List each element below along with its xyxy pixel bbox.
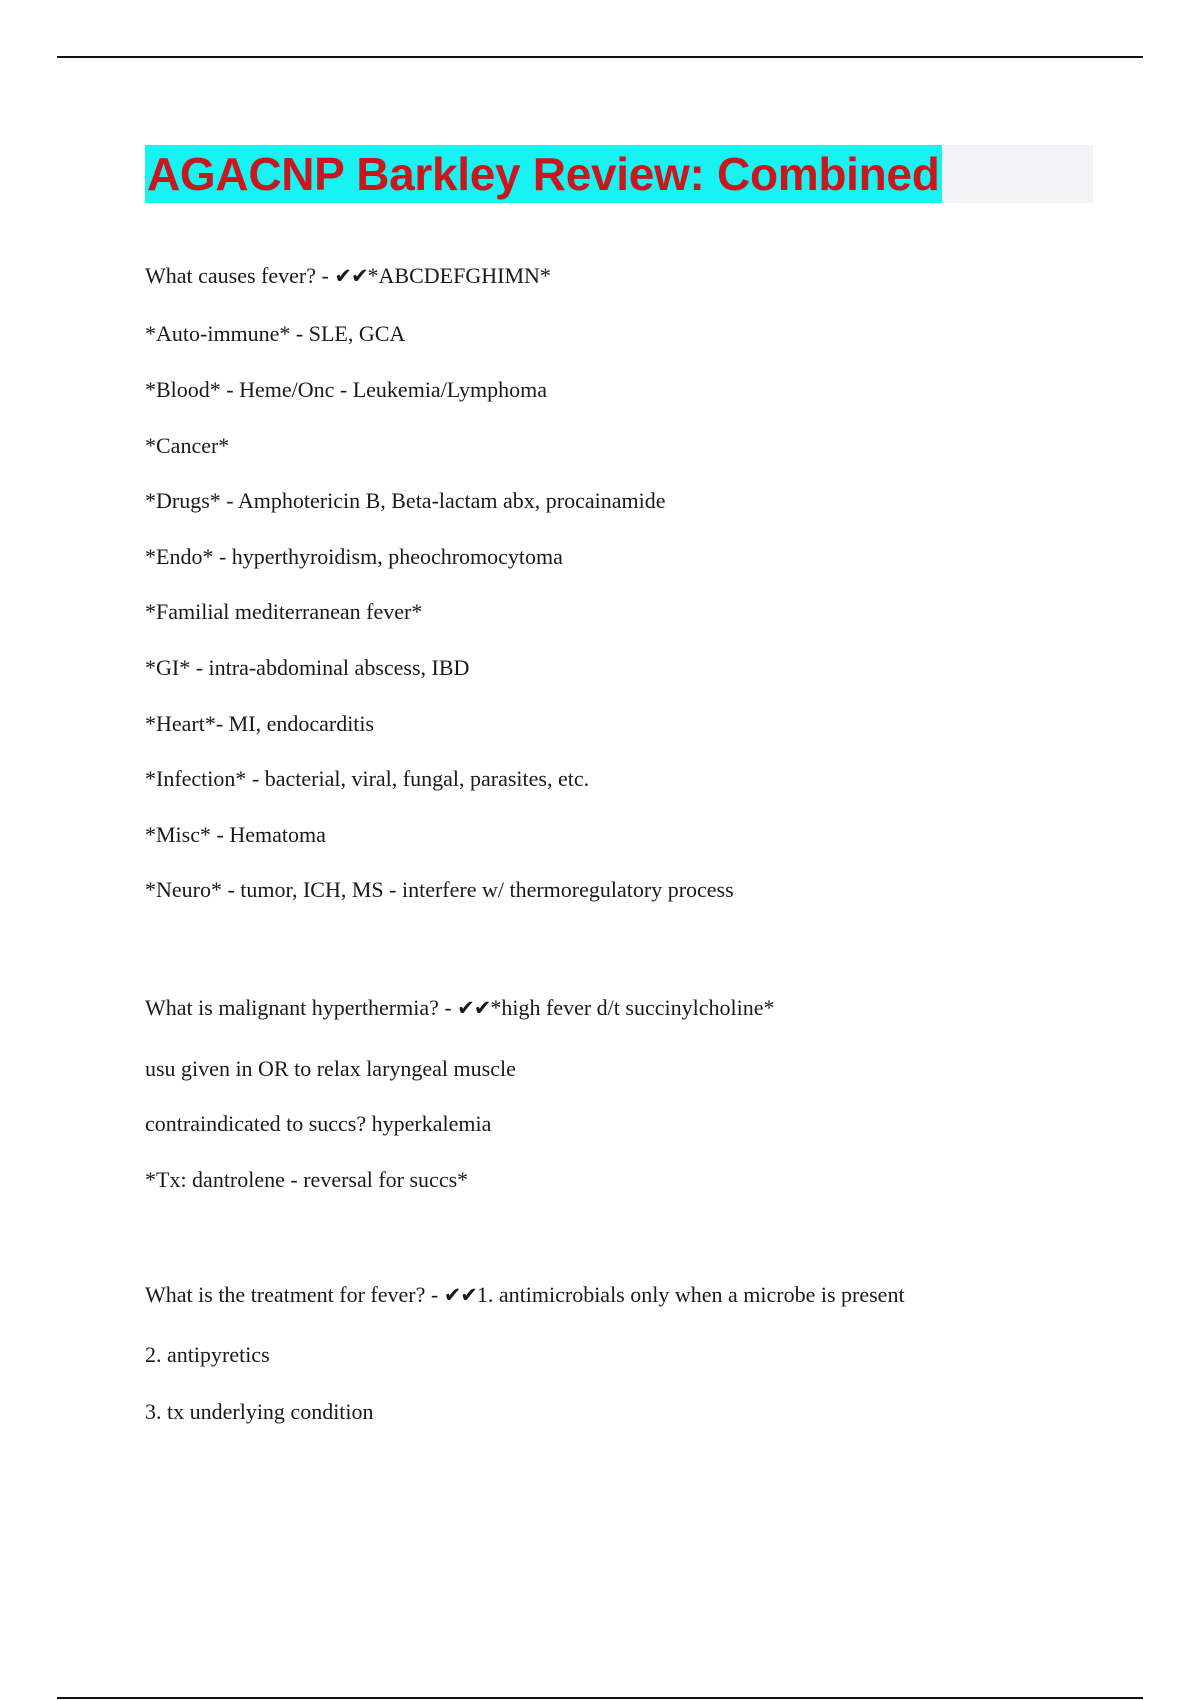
qa-item-fever-treatment [145, 1282, 905, 1308]
detail-line: *Familial mediterranean fever* [145, 599, 423, 624]
check-mark-icon: ✔✔ [334, 264, 368, 288]
check-mark-icon: ✔✔ [457, 996, 491, 1020]
detail-line: *Infection* - bacterial, viral, fungal, parasites, etc. [145, 766, 590, 791]
detail-line: *GI* - intra-abdominal abscess, IBD [145, 655, 470, 680]
detail-line: 2. antipyretics [145, 1342, 270, 1367]
detail-line: usu given in OR to relax laryngeal muscle [145, 1056, 516, 1081]
qa-item-fever-causes [145, 263, 551, 289]
detail-line: *Heart*- MI, endocarditis [145, 711, 375, 736]
detail-line: *Tx: dantrolene - reversal for succs* [145, 1167, 469, 1192]
detail-line: contraindicated to succs? hyperkalemia [145, 1111, 492, 1136]
answer-text: 1. antimicrobials only when a microbe is present [476, 1282, 905, 1307]
check-mark-icon: ✔✔ [443, 1283, 477, 1307]
detail-line: *Auto-immune* - SLE, GCA [145, 321, 406, 346]
detail-line: 3. tx underlying condition [145, 1399, 374, 1424]
answer-text: *ABCDEFGHIMN* [367, 263, 551, 288]
detail-line: *Neuro* - tumor, ICH, MS - interfere w/ thermoregulatory process [145, 877, 734, 902]
detail-line: *Endo* - hyperthyroidism, pheochromocytoma [145, 544, 563, 569]
detail-line: *Cancer* [145, 433, 230, 458]
document-title: AGACNP Barkley Review: Combined [145, 145, 942, 203]
detail-line: *Drugs* - Amphotericin B, Beta-lactam abx, procainamide [145, 488, 666, 513]
detail-line: *Misc* - Hematoma [145, 822, 326, 847]
qa-item-malignant-hyperthermia [145, 995, 774, 1021]
answer-text: *high fever d/t succinylcholine* [490, 995, 775, 1020]
question-text: What is malignant hyperthermia? - [145, 995, 452, 1020]
detail-line: *Blood* - Heme/Onc - Leukemia/Lymphoma [145, 377, 548, 402]
top-rule [57, 56, 1143, 58]
bottom-rule [57, 1697, 1143, 1699]
question-text: What causes fever? - [145, 263, 329, 288]
question-text: What is the treatment for fever? - [145, 1282, 439, 1307]
